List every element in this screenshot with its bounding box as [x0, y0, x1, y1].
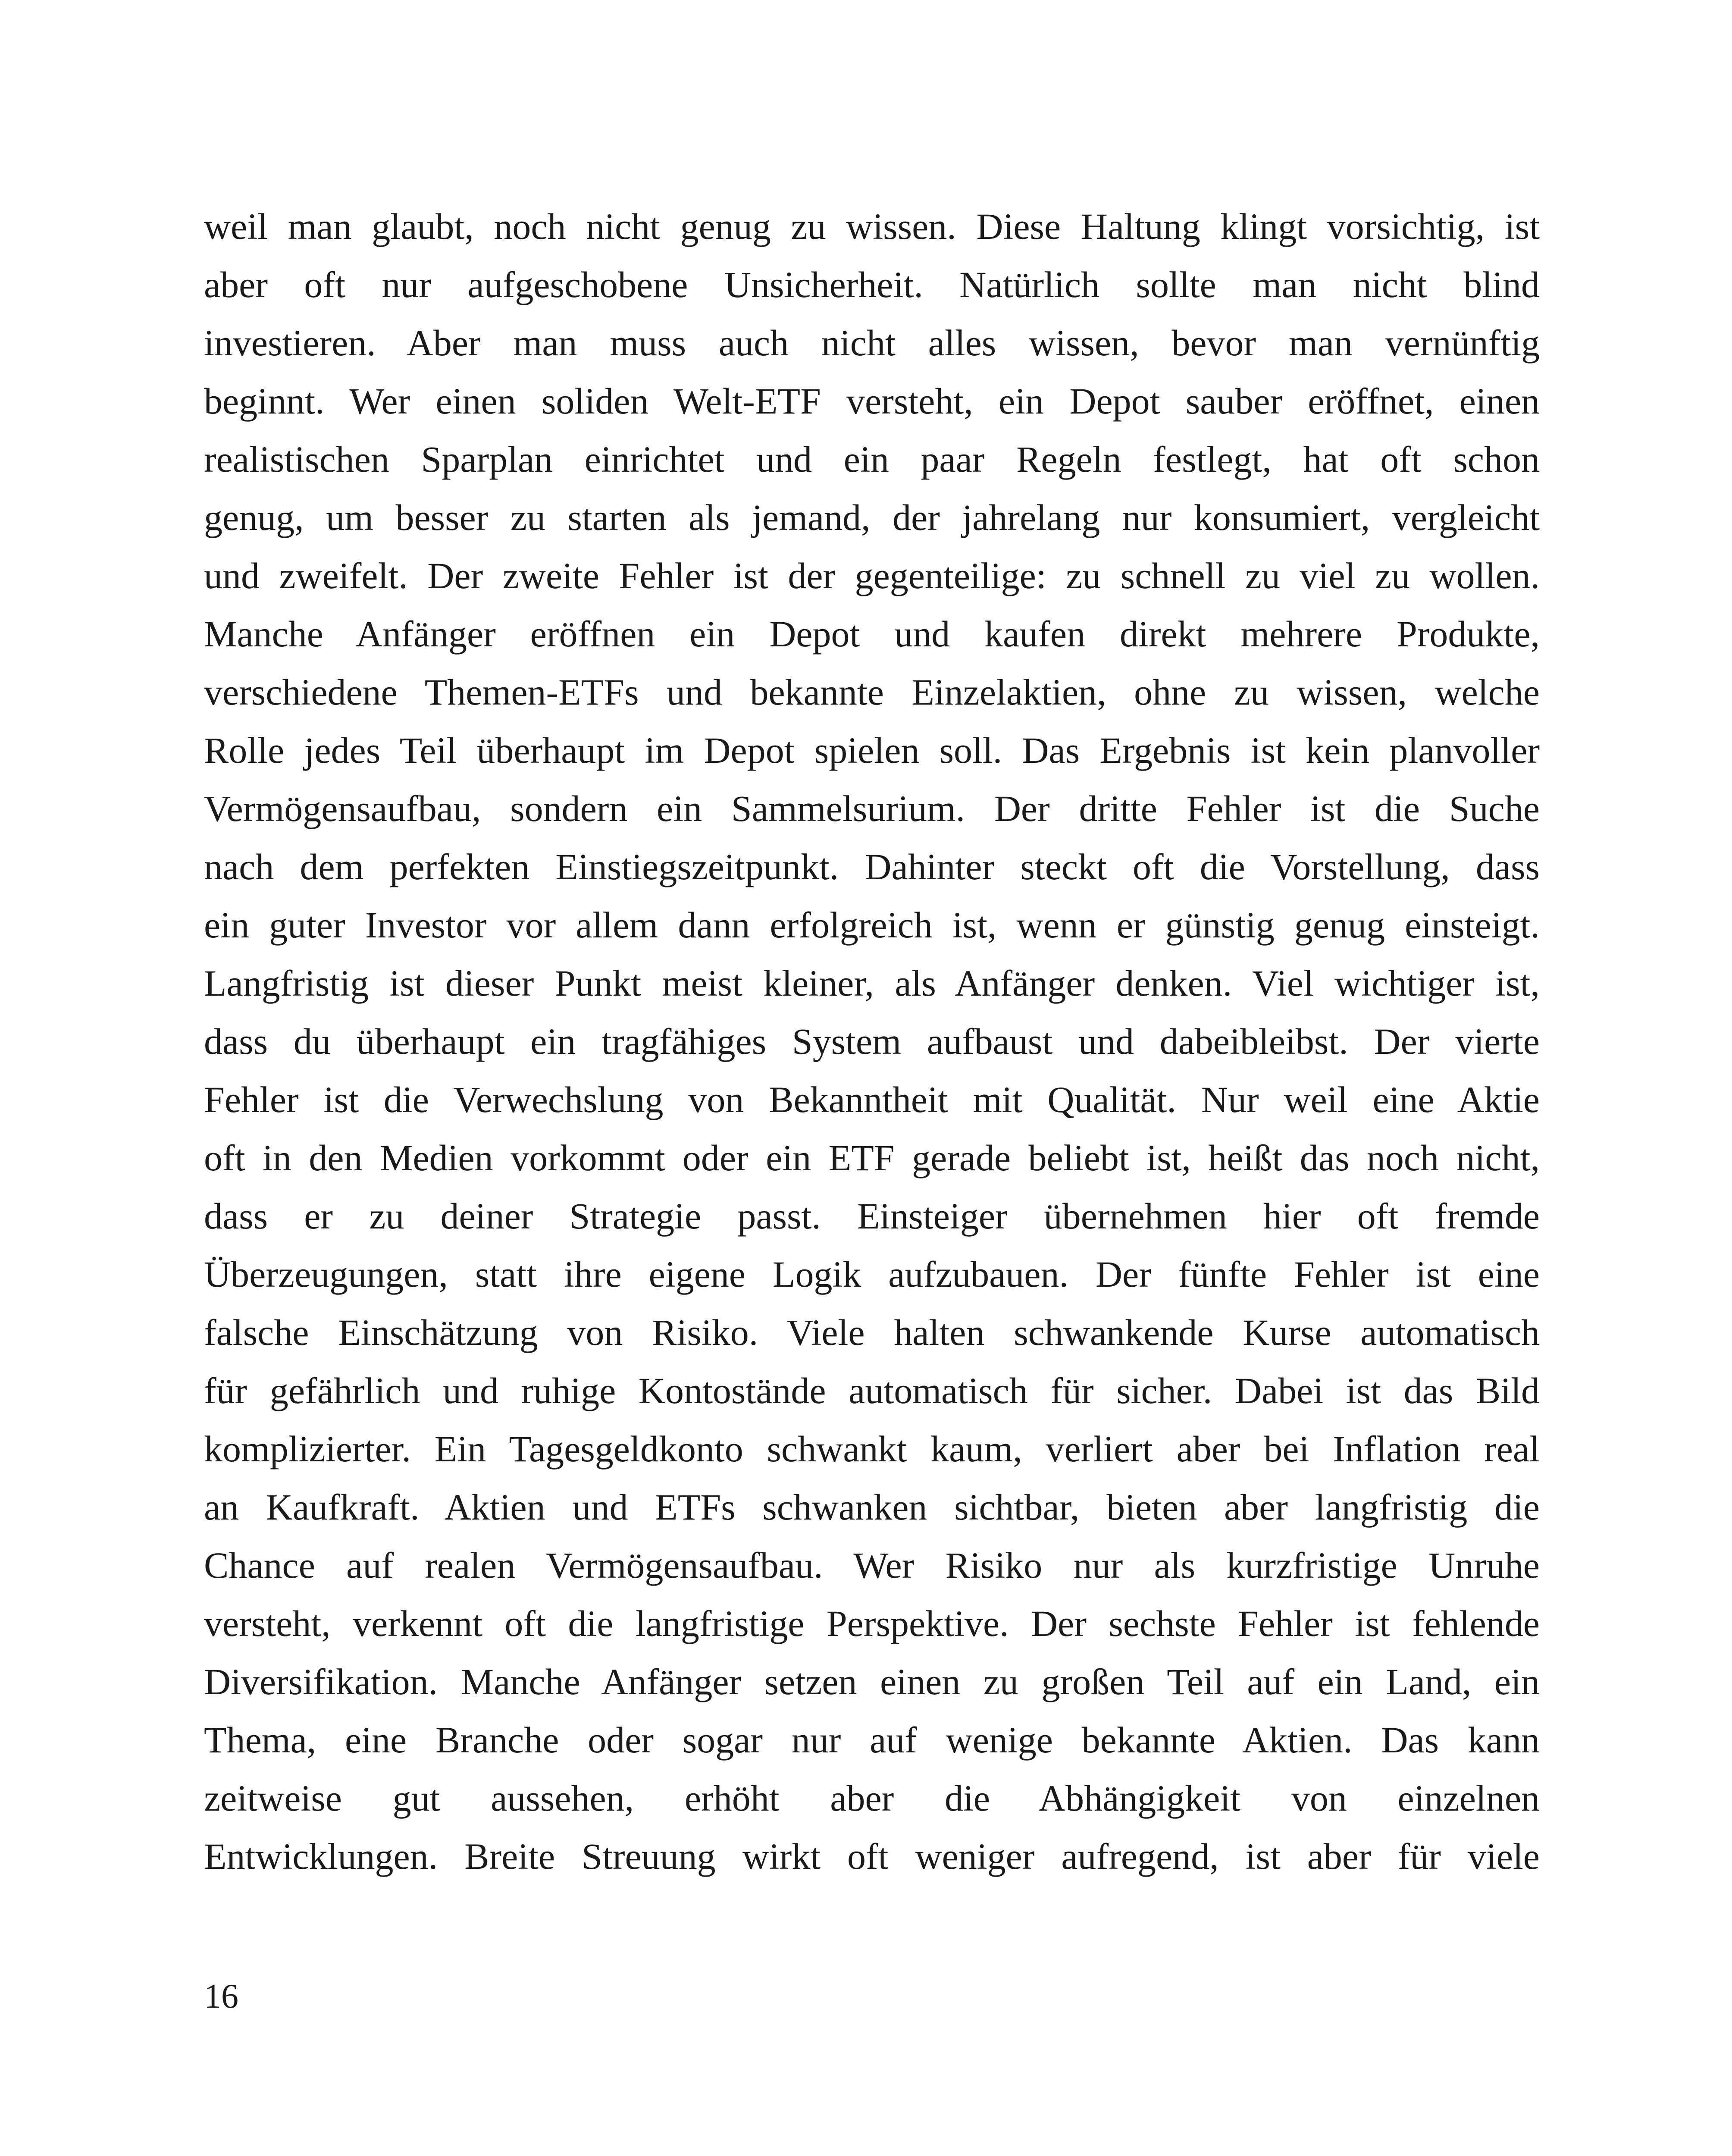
text-line: dass du überhaupt ein tragfähiges System aufbaust und dabeibleibst. Der vierte [204, 1021, 1540, 1062]
text-line: Rolle jedes Teil überhaupt im Depot spielen soll. Das Ergebnis ist kein planvoller [204, 730, 1540, 771]
text-line: Manche Anfänger eröffnen ein Depot und kaufen direkt mehrere Produkte, [204, 613, 1540, 655]
text-line: Überzeugungen, statt ihre eigene Logik aufzubauen. Der fünfte Fehler ist eine [204, 1253, 1540, 1295]
page-number: 16 [204, 1977, 238, 2015]
text-line: Vermögensaufbau, sondern ein Sammelsurium. Der dritte Fehler ist die Suche [204, 788, 1540, 829]
text-line: Chance auf realen Vermögensaufbau. Wer Risiko nur als kurzfristige Unruhe [204, 1545, 1540, 1586]
text-line: zeitweise gut aussehen, erhöht aber die Abhängigkeit von einzelnen [204, 1777, 1540, 1819]
text-line: nach dem perfekten Einstiegszeitpunkt. Dahinter steckt oft die Vorstellung, dass [204, 846, 1540, 887]
text-line: aber oft nur aufgeschobene Unsicherheit. Natürlich sollte man nicht blind [204, 264, 1540, 305]
text-line: versteht, verkennt oft die langfristige Perspektive. Der sechste Fehler ist fehlende [204, 1603, 1540, 1644]
text-line: für gefährlich und ruhige Kontostände automatisch für sicher. Dabei ist das Bild [204, 1370, 1540, 1411]
text-line: komplizierter. Ein Tagesgeldkonto schwankt kaum, verliert aber bei Inflation real [204, 1428, 1540, 1470]
text-line: verschiedene Themen-ETFs und bekannte Einzelaktien, ohne zu wissen, welche [204, 671, 1540, 713]
text-line: Langfristig ist dieser Punkt meist kleiner, als Anfänger denken. Viel wichtiger ist, [204, 962, 1540, 1004]
text-line: Diversifikation. Manche Anfänger setzen einen zu großen Teil auf ein Land, ein [204, 1661, 1540, 1702]
text-line: an Kaufkraft. Aktien und ETFs schwanken sichtbar, bieten aber langfristig die [204, 1486, 1540, 1528]
text-line: ein guter Investor vor allem dann erfolgreich ist, wenn er günstig genug einsteigt. [204, 904, 1540, 946]
text-line: investieren. Aber man muss auch nicht alles wissen, bevor man vernünftig [204, 322, 1540, 364]
text-line: oft in den Medien vorkommt oder ein ETF gerade beliebt ist, heißt das noch nicht, [204, 1137, 1540, 1178]
text-line: Thema, eine Branche oder sogar nur auf wenige bekannte Aktien. Das kann [204, 1719, 1540, 1761]
text-line: beginnt. Wer einen soliden Welt-ETF versteht, ein Depot sauber eröffnet, einen [204, 380, 1540, 422]
body-text [204, 197, 1540, 1886]
text-line: weil man glaubt, noch nicht genug zu wissen. Diese Haltung klingt vorsichtig, ist [204, 206, 1540, 247]
text-line: dass er zu deiner Strategie passt. Einsteiger übernehmen hier oft fremde [204, 1195, 1540, 1237]
text-line: realistischen Sparplan einrichtet und ein paar Regeln festlegt, hat oft schon [204, 439, 1540, 480]
text-line: Fehler ist die Verwechslung von Bekanntheit mit Qualität. Nur weil eine Aktie [204, 1079, 1540, 1120]
text-line: falsche Einschätzung von Risiko. Viele halten schwankende Kurse automatisch [204, 1312, 1540, 1353]
text-line: und zweifelt. Der zweite Fehler ist der gegenteilige: zu schnell zu viel zu wollen. [204, 555, 1540, 596]
text-line: Entwicklungen. Breite Streuung wirkt oft weniger aufregend, ist aber für viele [204, 1836, 1540, 1877]
text-line: genug, um besser zu starten als jemand, der jahrelang nur konsumiert, vergleicht [204, 497, 1540, 538]
